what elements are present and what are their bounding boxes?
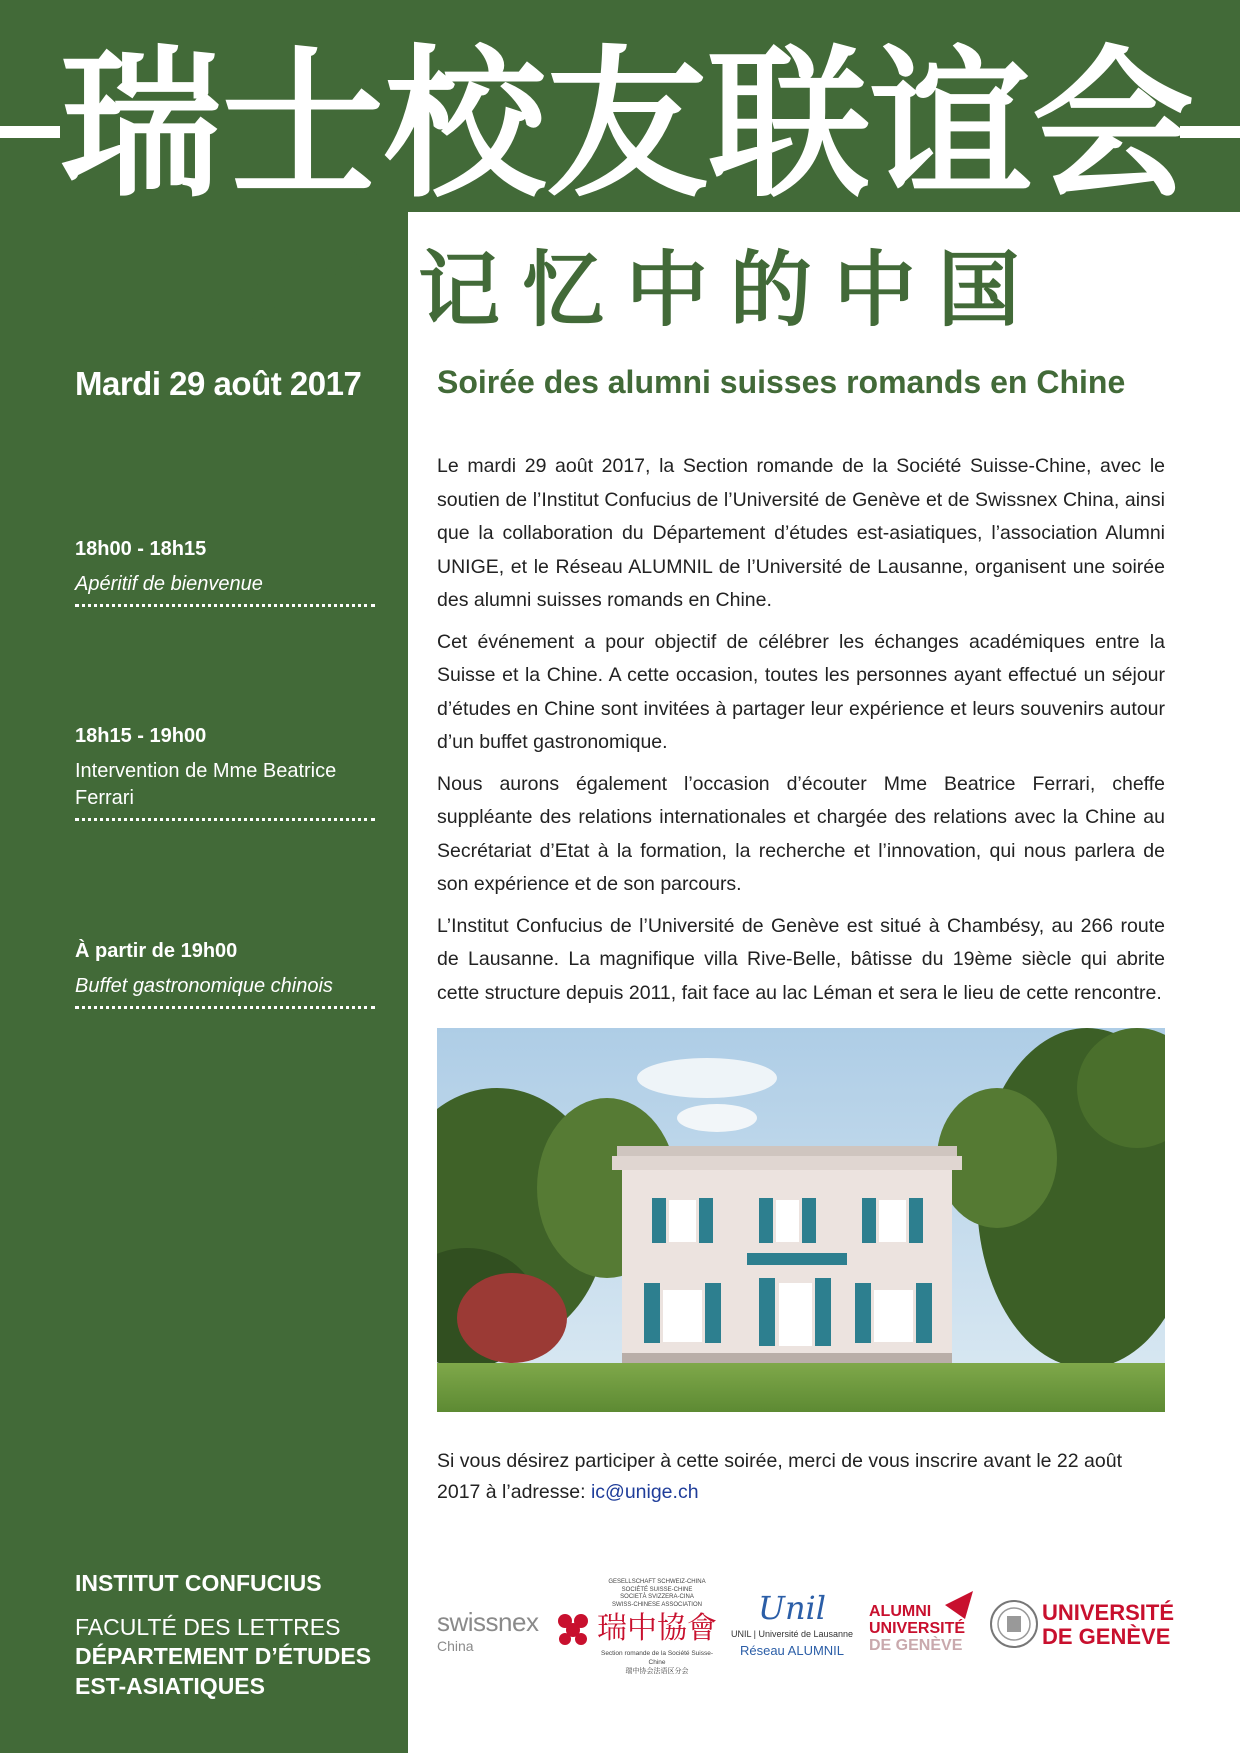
email-link[interactable]: ic@unige.ch — [590, 1481, 699, 1503]
title-char: 士 — [222, 32, 384, 220]
paragraph: L’Institut Confucius de l’Université de Genève est situé à Chambésy, au 266 route de Lausanne. La magnifique villa Rive-Belle, bâtisse du 19ème siècle qui abrite cette structure depuis 2011, fait face au lac Léman et sera le lieu de cette rencontre. — [437, 914, 1165, 1004]
schedule-desc: Intervention de Mme Beatrice Ferrari — [75, 758, 375, 821]
subtitle — [210, 243, 1020, 340]
departement-label: DÉPARTEMENT D’ÉTUDES — [75, 1643, 372, 1669]
alumni-label: DE GENÈVE — [869, 1637, 963, 1654]
title-rule-left — [0, 126, 60, 138]
section-heading: Soirée des alumni suisses romands en Chine — [437, 364, 1126, 400]
unil-logo — [727, 1589, 857, 1661]
schedule-item — [75, 538, 375, 607]
schedule-time: 18h15 - 19h00 — [75, 725, 207, 747]
ssc-logo — [597, 1579, 717, 1676]
body-text — [437, 450, 1165, 1018]
subtitle-char: 记 — [417, 243, 500, 338]
paragraph: Nous aurons également l’occasion d’écouter Mme Beatrice Ferrari, cheffe suppléante des relations internationales et chargée des relations avec la Chine au Secrétariat d’Etat à la formation, la recherche et l’innovation, qui nous parlera de son expérience et de son parcours. — [437, 772, 1165, 895]
subtitle-char: 我 — [210, 243, 293, 338]
schedule-time: À partir de 19h00 — [75, 940, 238, 962]
paragraph: Cet événement a pour objectif de célébrer les échanges académiques entre la Suisse et la Chine. A cette occasion, toutes les personnes ayant effectué un séjour d’études en Chine sont invitées à partager leur expérience et leurs souvenirs autour d’un buffet gastronomique. — [437, 630, 1165, 753]
title-char: 谊 — [870, 32, 1032, 220]
event-date: Mardi 29 août 2017 — [75, 365, 362, 402]
swissnex-sub: China — [437, 1638, 474, 1654]
swissnex-logo — [437, 1607, 538, 1654]
schedule-desc: Buffet gastronomique chinois — [75, 973, 375, 1009]
ssc-chinese: 瑞中協會 — [597, 1611, 717, 1646]
subtitle-char: 国 — [937, 243, 1020, 338]
title-char: 联 — [708, 32, 870, 220]
title-char: 友 — [546, 32, 708, 220]
title-char: 校 — [384, 32, 546, 220]
unige-seal-icon — [989, 1599, 1039, 1649]
swissnex-mark-icon — [555, 1611, 591, 1647]
ssc-line: SOCIETÀ SVIZZERA-CINA — [620, 1594, 694, 1600]
ssc-bottom-cn: 瑞中协会法语区分会 — [625, 1668, 689, 1675]
title-char: 瑞 — [60, 32, 222, 220]
unil-sub: UNIL | Université de Lausanne — [730, 1629, 854, 1639]
ssc-bottom: Section romande de la Société Suisse-Chine — [600, 1650, 713, 1666]
faculte-label: FACULTÉ DES LETTRES — [75, 1614, 341, 1640]
ssc-line: GESELLSCHAFT SCHWEIZ-CHINA — [608, 1579, 706, 1585]
alumni-label: ALUMNI — [869, 1603, 932, 1620]
subtitle-char: 中 — [833, 243, 916, 338]
ssc-line: SOCIÉTÉ SUISSE-CHINE — [621, 1586, 693, 1593]
unige-logo — [1042, 1601, 1174, 1649]
alumni-label: UNIVERSITÉ — [869, 1620, 966, 1637]
institut-label: INSTITUT CONFUCIUS — [75, 1570, 322, 1596]
partner-logos — [437, 1575, 1175, 1685]
villa-photo — [437, 1028, 1165, 1412]
title-char: 会 — [1032, 32, 1194, 220]
unil-script: Unil — [757, 1589, 827, 1627]
alumni-arrow-icon — [945, 1591, 973, 1619]
schedule-item — [75, 725, 375, 821]
registration-text: Si vous désirez participer à cette soirée, merci de vous inscrire avant le 22 août 2017 à l’adresse: — [437, 1450, 1122, 1503]
departement-label: EST-ASIATIQUES — [75, 1673, 265, 1699]
registration-note — [437, 1446, 1165, 1508]
subtitle-char: 中 — [625, 243, 708, 338]
subtitle-char: 们 — [313, 243, 396, 338]
subtitle-char: 忆 — [521, 243, 604, 338]
unil-reseau: Réseau ALUMNIL — [739, 1643, 845, 1658]
main-title — [60, 32, 1194, 220]
schedule-desc: Apéritif de bienvenue — [75, 571, 375, 607]
unige-label: UNIVERSITÉ — [1042, 1600, 1175, 1625]
schedule-time: 18h00 - 18h15 — [75, 538, 207, 560]
footer-institution — [75, 1570, 371, 1701]
paragraph: Le mardi 29 août 2017, la Section romande de la Société Suisse-Chine, avec le soutien de l’Institut Confucius de l’Université de Genève et de Swissnex China, ainsi que la collaboration du Département d’études est-asiatiques, l’association Alumni UNIGE, et le Réseau ALUMNIL de l’Université de Lausanne, organisent une soirée des alumni suisses romands en Chine. — [437, 455, 1165, 611]
schedule-item — [75, 940, 375, 1009]
ssc-line: SWISS-CHINESE ASSOCIATION — [612, 1601, 702, 1608]
swissnex-name: swissnex — [437, 1607, 539, 1637]
subtitle-char: 的 — [729, 243, 812, 338]
unige-label: DE GENÈVE — [1042, 1624, 1171, 1649]
